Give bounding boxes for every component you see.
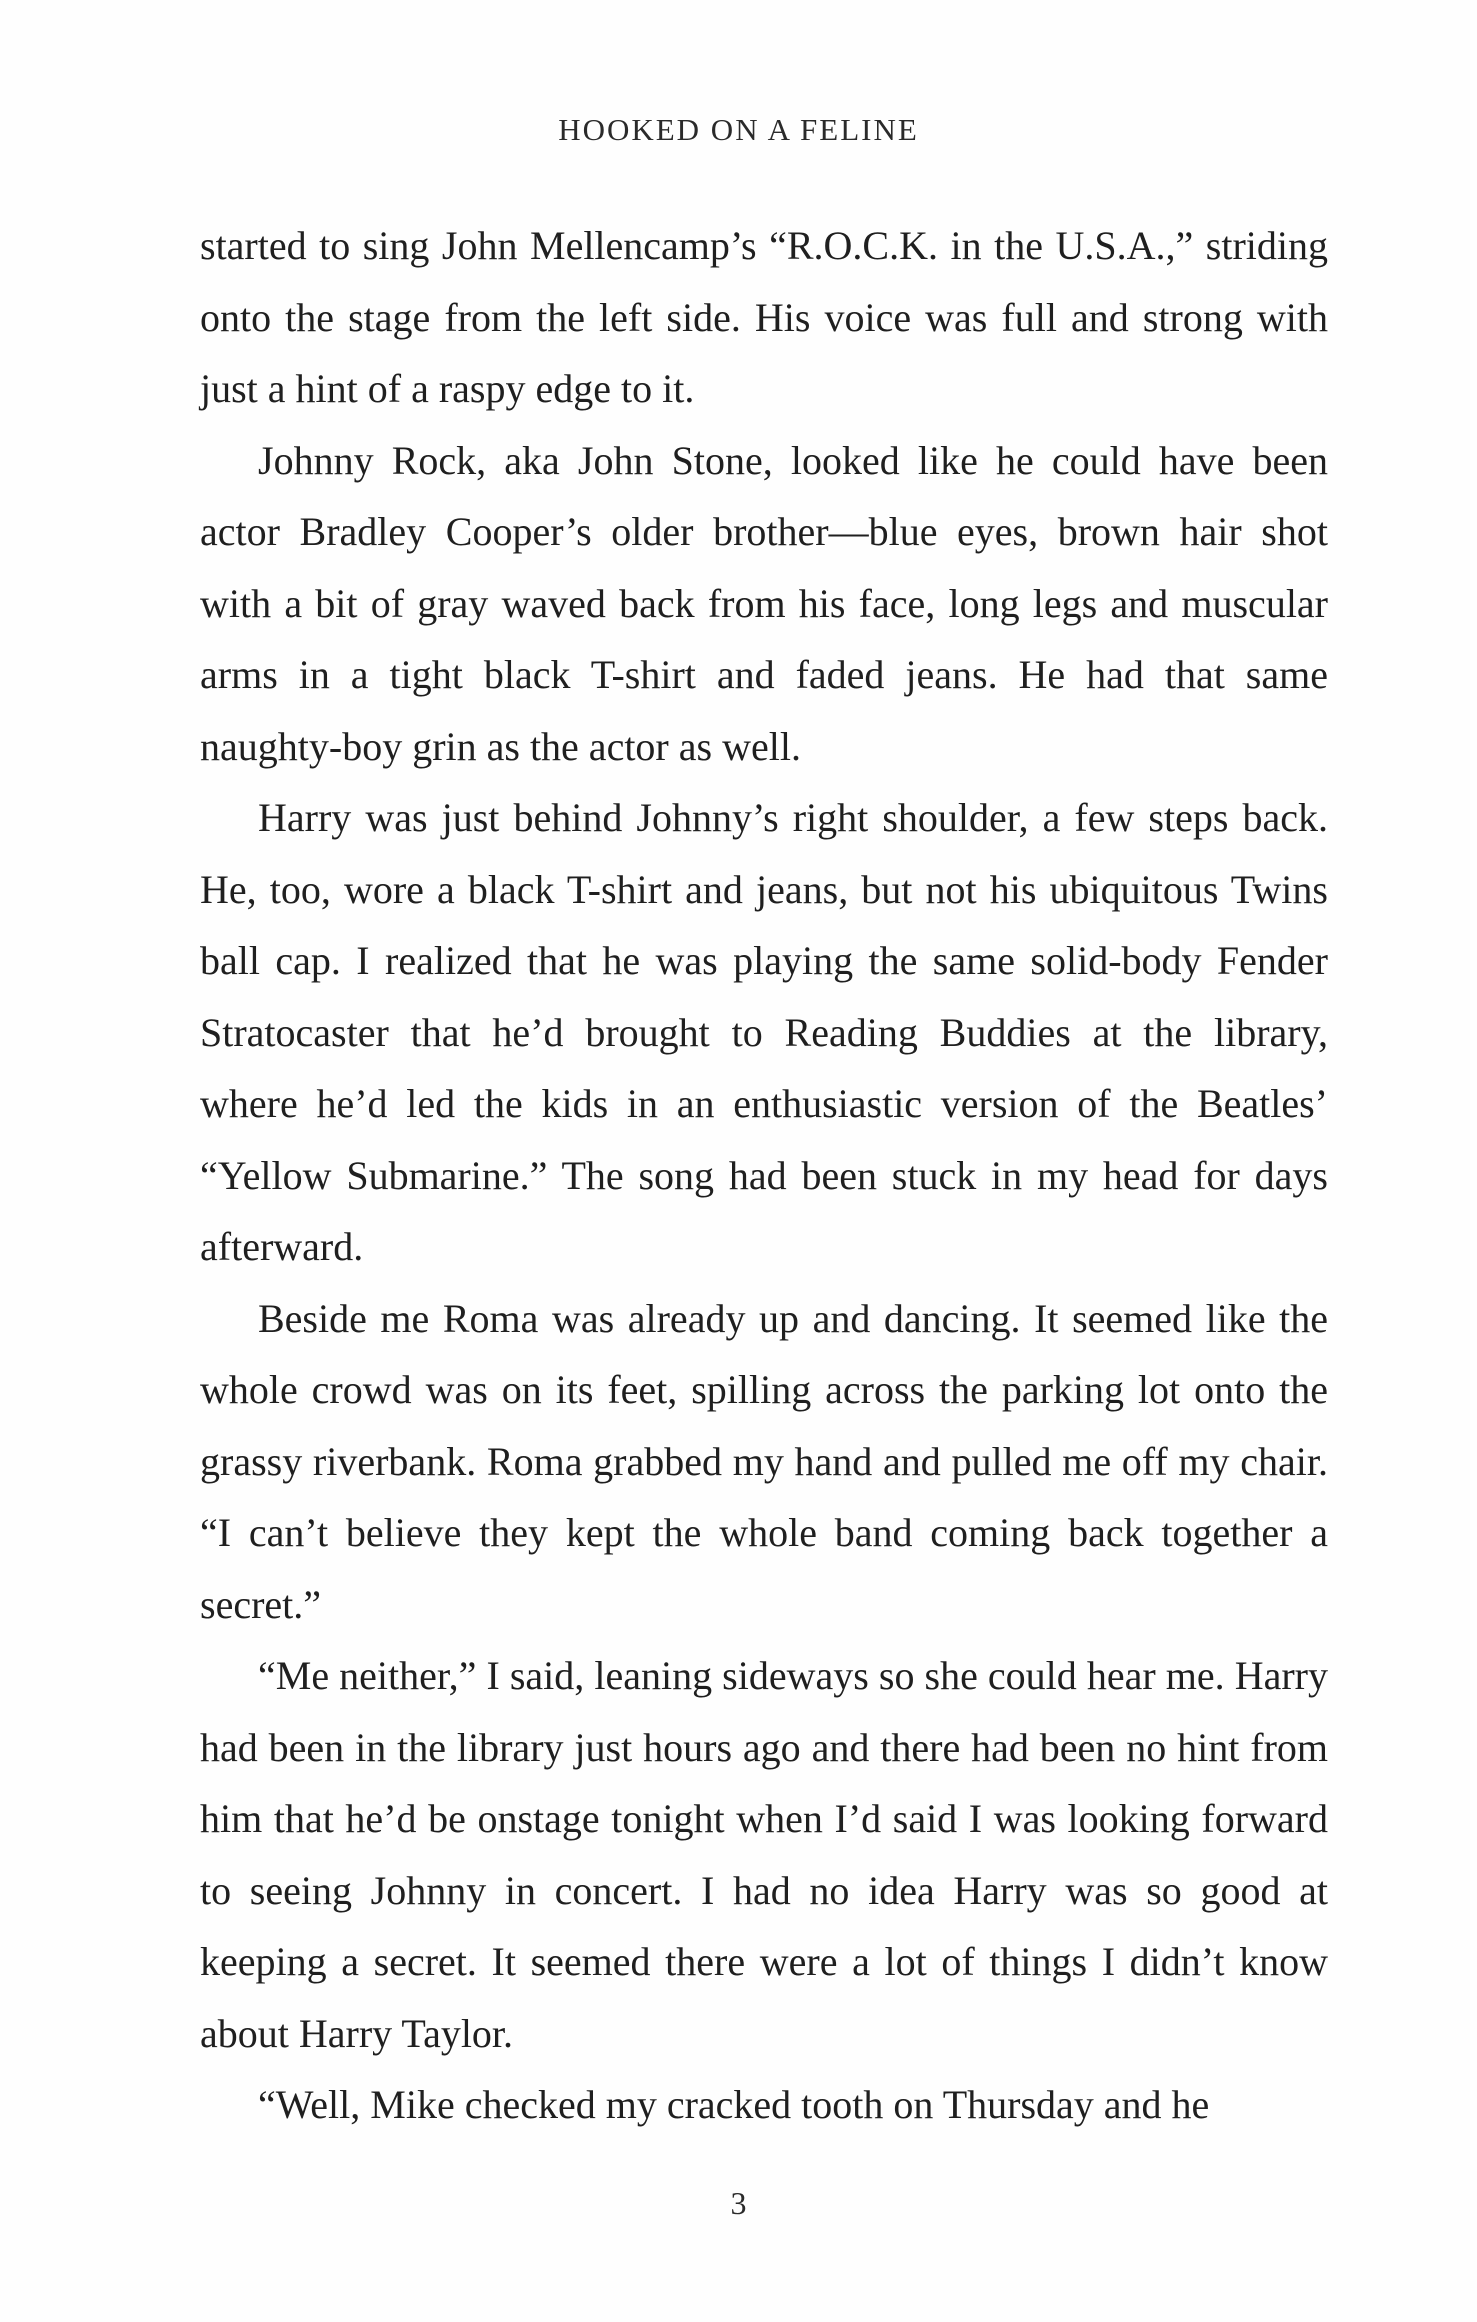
paragraph-3: Harry was just behind Johnny’s right shoulder, a few steps back. He, too, wore a black T-shirt and jeans, but not his ubiquitous Twins ball cap. I realized that he was playing the same solid-body Fender Stratocaster that he’d brought to Reading Buddies at the library, where he’d led the kids in an enthusiastic version of the Beatles’ “Yellow Submarine.” The song had been stuck in my head for days afterward. bbox=[200, 795, 1328, 1269]
paragraph-4: Beside me Roma was already up and dancing. It seemed like the whole crowd was on its feet, spilling across the parking lot onto the grassy riverbank. Roma grabbed my hand and pulled me off my chair. “I can’t believe they kept the whole band coming back together a secret.” bbox=[200, 1295, 1328, 1627]
paragraph-5: “Me neither,” I said, leaning sideways so she could hear me. Harry had been in the library just hours ago and there had been no hint from him that he’d be onstage tonight when I’d said I was looking forward to seeing Johnny in concert. I had no idea Harry was so good at keeping a secret. It seemed there were a lot of things I didn’t know about Harry Taylor. bbox=[200, 1653, 1328, 2056]
paragraph-6: “Well, Mike checked my cracked tooth on Thursday and he bbox=[258, 2082, 1210, 2127]
paragraph-1: started to sing John Mellencamp’s “R.O.C.K. in the U.S.A.,” striding onto the stage from the left side. His voice was full and strong with just a hint of a raspy edge to it. bbox=[200, 223, 1328, 411]
page-number: 3 bbox=[730, 2185, 747, 2221]
body-text bbox=[200, 210, 1328, 2141]
running-head: HOOKED ON A FELINE bbox=[558, 112, 919, 147]
paragraph-2: Johnny Rock, aka John Stone, looked like he could have been actor Bradley Cooper’s older brother—blue eyes, brown hair shot with a bit of gray waved back from his face, long legs and muscular arms in a tight black T-shirt and faded jeans. He had that same naughty-boy grin as the actor as well. bbox=[200, 437, 1328, 769]
